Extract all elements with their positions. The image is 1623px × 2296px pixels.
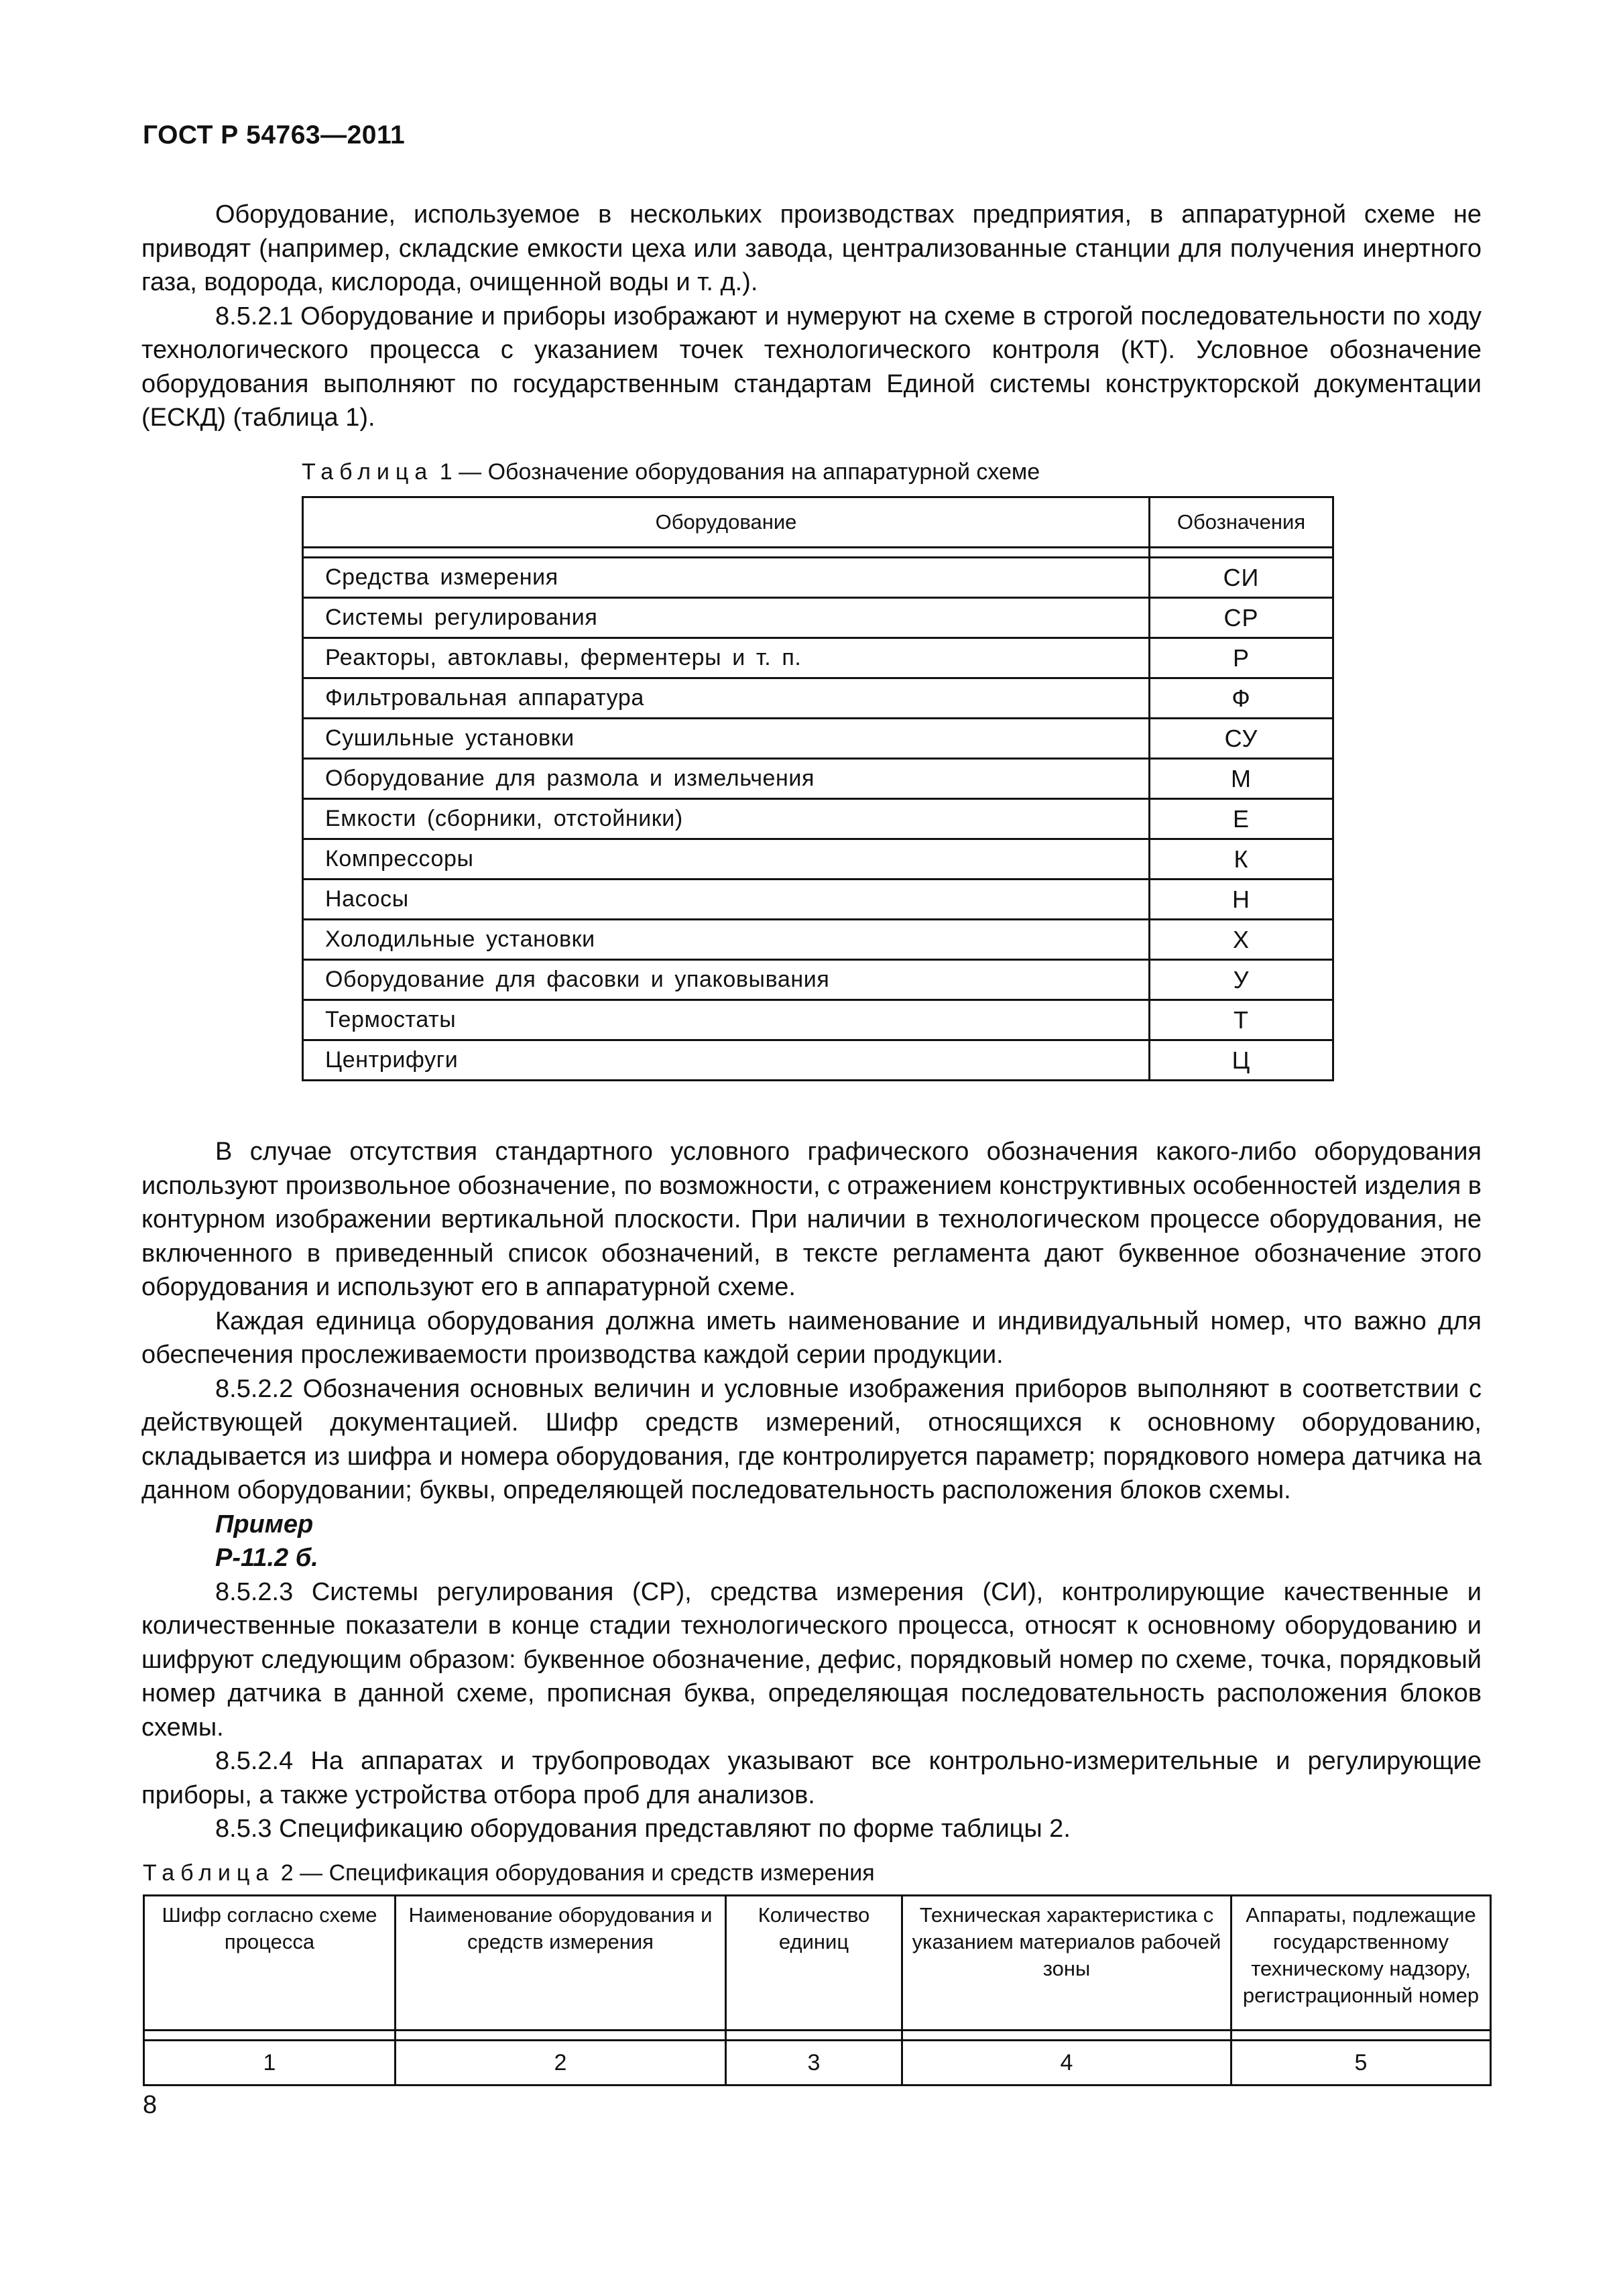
- table1-cell-equipment: Фильтровальная аппаратура: [303, 678, 1150, 719]
- table1-cell-equipment: Системы регулирования: [303, 598, 1150, 638]
- table2-header-code: Шифр согласно схеме процесса: [144, 1896, 396, 2031]
- paragraph: 8.5.2.2 Обозначения основных величин и условные изображения приборов выполняют в соответствии с действующей документацией. Шифр средств измерений, относящихся к основному оборудованию, складывается из шифра и номера оборудования, где контролируется параметр; порядкового номера датчика на данном оборудовании; буквы, определяющей последовательность расположения блоков схемы.: [141, 1374, 1482, 1504]
- table1-row: [303, 558, 1333, 598]
- table2-caption-word: Таблица: [143, 1860, 275, 1886]
- paragraph: В случае отсутствия стандартного условного графического обозначения какого-либо оборудования используют произвольное обозначение, по возможности, с отражением конструктивных особенностей изделия в контурном изображении вертикальной плоскости. При наличии в технологическом процессе оборудования, не включенного в приведенный список обозначений, в тексте регламента дают буквенное обозначение этого оборудования и используют его в аппаратурной схеме.: [141, 1138, 1482, 1301]
- table1-cell-designation: СР: [1150, 598, 1333, 638]
- table2-header-row: [144, 1896, 1491, 2031]
- table1-cell-designation: Е: [1150, 799, 1333, 839]
- paragraph: 8.5.2.4 На аппаратах и трубопроводах указывают все контрольно-измерительные и регулирующие приборы, а также устройства отбора проб для анализов.: [141, 1747, 1482, 1809]
- paragraph: 8.5.3 Спецификацию оборудования представляют по форме таблицы 2.: [215, 1815, 1071, 1843]
- table1-row: [303, 759, 1333, 799]
- table1-cell-equipment: Емкости (сборники, отстойники): [303, 799, 1150, 839]
- table1-cell-equipment: Оборудование для размола и измельчения: [303, 759, 1150, 799]
- table1-cell-designation: Т: [1150, 1000, 1333, 1040]
- page-number: 8: [143, 2091, 158, 2119]
- table1-cell-designation: Х: [1150, 920, 1333, 960]
- table1-row: [303, 638, 1333, 678]
- table1-cell-equipment: Насосы: [303, 880, 1150, 920]
- table2-header-supervision: Аппараты, подлежащие государственному техническому надзору, регистрационный номер: [1231, 1896, 1491, 2031]
- table1-header-equipment: Оборудование: [303, 497, 1150, 548]
- table1-cell-equipment: Реакторы, автоклавы, ферментеры и т. п.: [303, 638, 1150, 678]
- table2-col-number: 1: [144, 2041, 396, 2086]
- text-block-middle: [141, 1135, 1482, 1846]
- table1-cell-designation: Р: [1150, 638, 1333, 678]
- table1-cell-designation: К: [1150, 839, 1333, 880]
- table1-cell-designation: У: [1150, 960, 1333, 1000]
- table1-row: [303, 799, 1333, 839]
- table2-header-quantity: Количество единиц: [726, 1896, 902, 2031]
- table2-col-number: 3: [726, 2041, 902, 2086]
- paragraph: Оборудование, используемое в нескольких производствах предприятия, в аппаратурной схеме не приводят (например, складские емкости цеха или завода, централизованные станции для получения инертного газа, водорода, кислорода, очищенной воды и т. д.).: [141, 200, 1482, 296]
- table1-cell-designation: СИ: [1150, 558, 1333, 598]
- table2-number-row: [144, 2041, 1491, 2086]
- table2: [143, 1894, 1492, 2086]
- table1-row: [303, 839, 1333, 880]
- table1-cell-equipment: Сушильные установки: [303, 719, 1150, 759]
- document-id: ГОСТ Р 54763—2011: [143, 121, 406, 149]
- table1-cell-designation: М: [1150, 759, 1333, 799]
- table1-cell-designation: Н: [1150, 880, 1333, 920]
- paragraph: Каждая единица оборудования должна иметь наименование и индивидуальный номер, что важно для обеспечения прослеживаемости производства каждой серии продукции.: [141, 1307, 1482, 1369]
- table1-row: [303, 719, 1333, 759]
- table1-cell-equipment: Центрифуги: [303, 1040, 1150, 1081]
- table2-col-number: 4: [902, 2041, 1231, 2086]
- table2-col-number: 2: [396, 2041, 726, 2086]
- table1-row: [303, 920, 1333, 960]
- table1-cell-equipment: Компрессоры: [303, 839, 1150, 880]
- table1-row: [303, 960, 1333, 1000]
- table1-cell-equipment: Средства измерения: [303, 558, 1150, 598]
- table1-cell-equipment: Оборудование для фасовки и упаковывания: [303, 960, 1150, 1000]
- table1-cell-designation: Ц: [1150, 1040, 1333, 1081]
- paragraph: 8.5.2.1 Оборудование и приборы изображают и нумеруют на схеме в строгой последовательности по ходу технологического процесса с указанием точек технологического контроля (КТ). Условное обозначение оборудования выполняют по государственным стандартам Единой системы конструкторской документации (ЕСКД) (таблица 1).: [141, 302, 1482, 432]
- table1-caption-word: Таблица: [302, 459, 434, 485]
- table1-cell-designation: Ф: [1150, 678, 1333, 719]
- table1-row: [303, 598, 1333, 638]
- table1-cell-designation: СУ: [1150, 719, 1333, 759]
- table1-row: [303, 1040, 1333, 1081]
- table1-row: [303, 880, 1333, 920]
- table1-caption-text: 1 — Обозначение оборудования на аппаратурной схеме: [439, 459, 1040, 485]
- table2-spacer-row: [144, 2031, 1491, 2041]
- text-block-intro: [141, 198, 1482, 435]
- example-label: Пример: [215, 1510, 314, 1538]
- table2-caption-text: 2 — Спецификация оборудования и средств измерения: [280, 1860, 875, 1886]
- table1-caption: [302, 459, 1040, 485]
- table1-row: [303, 678, 1333, 719]
- example-value: Р-11.2 б.: [215, 1544, 318, 1572]
- table1-row: [303, 1000, 1333, 1040]
- table2-caption: [143, 1860, 875, 1886]
- paragraph: 8.5.2.3 Системы регулирования (СР), средства измерения (СИ), контролирующие качественные и количественные показатели в конце стадии технологического процесса, относят к основному оборудованию и шифруют следующим образом: буквенное обозначение, дефис, порядковый номер по схеме, точка, порядковый номер датчика в данной схеме, прописная буква, определяющая последовательность расположения блоков схемы.: [141, 1577, 1482, 1742]
- table1: [302, 496, 1334, 1081]
- table2-col-number: 5: [1231, 2041, 1491, 2086]
- table1-cell-equipment: Термостаты: [303, 1000, 1150, 1040]
- table1-header-row: [303, 497, 1333, 548]
- table2-header-characteristics: Техническая характеристика с указанием материалов рабочей зоны: [902, 1896, 1231, 2031]
- table1-header-designation: Обозначения: [1150, 497, 1333, 548]
- table1-spacer-row: [303, 548, 1333, 558]
- table1-cell-equipment: Холодильные установки: [303, 920, 1150, 960]
- table2-header-name: Наименование оборудования и средств измерения: [396, 1896, 726, 2031]
